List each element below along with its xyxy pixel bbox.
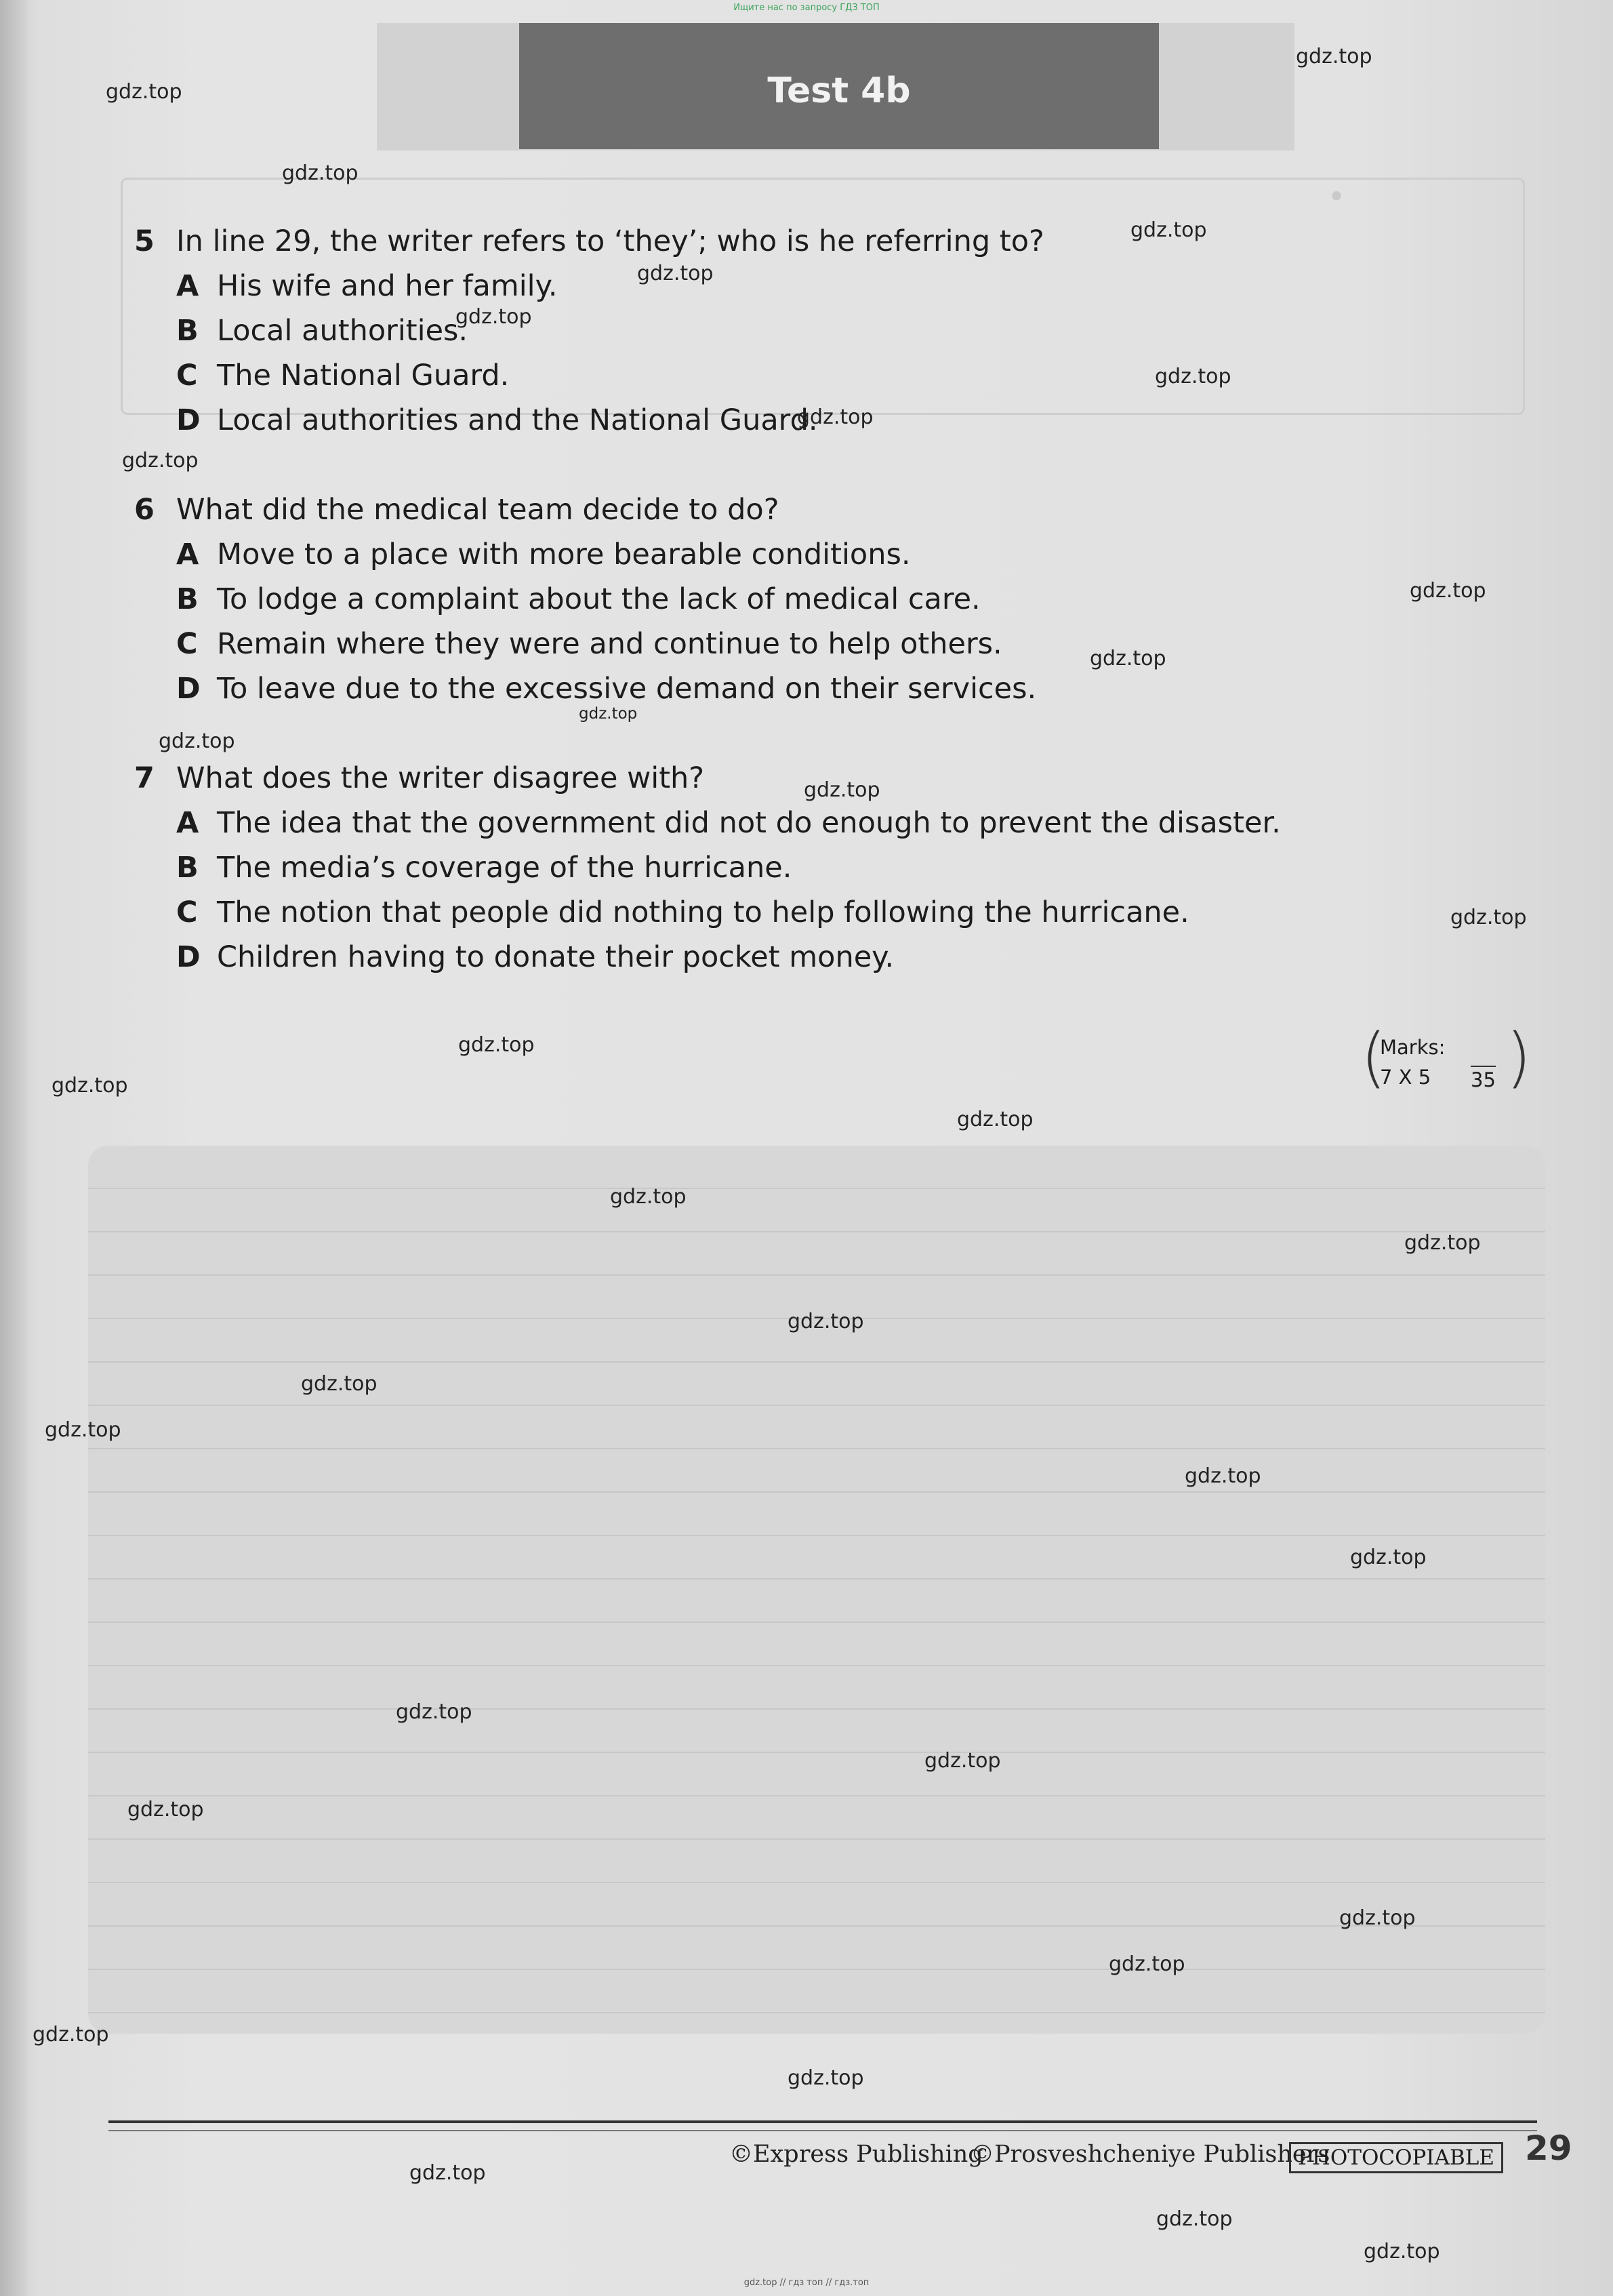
question-number: 6 [134, 493, 155, 527]
watermark: gdz.top [122, 449, 199, 472]
top-note: Ищите нас по запросу ГДЗ ТОП [733, 3, 880, 13]
question-7 [134, 759, 704, 797]
option-7a: A The idea that the government did not do enough to prevent the disaster. [176, 806, 1281, 840]
option-5a: A His wife and her family. [176, 269, 558, 303]
marks-label: Marks: [1380, 1036, 1446, 1059]
marks-total: 35 [1471, 1066, 1496, 1091]
watermark: gdz.top [1109, 1952, 1185, 1976]
option-7d: D Children having to donate their pocket money. [176, 940, 895, 974]
watermark: gdz.top [1350, 1546, 1427, 1569]
marks-calc: 7 X 5 [1380, 1066, 1431, 1089]
watermark: gdz.top [957, 1108, 1034, 1131]
watermark: gdz.top [924, 1749, 1001, 1773]
watermark: gdz.top [1364, 2240, 1440, 2263]
bleed-through-text: • [1328, 182, 1345, 212]
watermark: gdz.top [1185, 1464, 1261, 1488]
watermark: gdz.top [804, 778, 880, 802]
option-7c: C The notion that people did nothing to help following the hurricane. [176, 895, 1189, 929]
marks-bracket-right: ) [1506, 1020, 1532, 1095]
question-number: 7 [134, 761, 155, 795]
marks-box [1361, 1020, 1532, 1095]
option-6a: A Move to a place with more bearable conditions. [176, 538, 911, 571]
publisher-prosveshcheniye: ©Prosveshcheniye Publishers [971, 2141, 1330, 2168]
bleed-through-lines [88, 1146, 1545, 2034]
test-title-bar [519, 23, 1159, 149]
option-6b: B To lodge a complaint about the lack of medical care. [176, 582, 981, 616]
watermark: gdz.top [396, 1700, 472, 1724]
page-number: 29 [1525, 2129, 1572, 2168]
question-text: In line 29, the writer refers to ‘they’; who is he referring to? [176, 224, 1044, 258]
watermark: gdz.top [1090, 647, 1166, 670]
page-edge-shadow [0, 0, 27, 2296]
watermark: gdz.top [301, 1372, 377, 1396]
option-7b: B The media’s coverage of the hurricane. [176, 851, 792, 885]
watermark: gdz.top [637, 262, 714, 285]
test-title: Test 4b [767, 71, 911, 111]
watermark: gdz.top [1339, 1906, 1416, 1930]
publisher-express: ©Express Publishing [729, 2141, 983, 2168]
bottom-note: gdz.top // гдз топ // гдз.топ [743, 2278, 870, 2288]
watermark: gdz.top [1450, 906, 1527, 929]
watermark: gdz.top [788, 2066, 864, 2090]
watermark: gdz.top [1156, 2207, 1233, 2231]
watermark: gdz.top [1155, 365, 1231, 388]
watermark: gdz.top [797, 405, 874, 429]
option-5d: D Local authorities and the National Guard. [176, 403, 818, 437]
watermark: gdz.top [1130, 218, 1207, 242]
watermark: gdz.top [45, 1418, 121, 1442]
option-6d: D To leave due to the excessive demand on their services. [176, 672, 1037, 706]
watermark: gdz.top [579, 705, 638, 723]
watermark: gdz.top [455, 305, 532, 329]
watermark: gdz.top [610, 1185, 687, 1209]
watermark: gdz.top [106, 80, 182, 104]
question-text: What did the medical team decide to do? [176, 493, 779, 527]
option-6c: C Remain where they were and continue to help others. [176, 627, 1002, 661]
watermark: gdz.top [127, 1798, 204, 1821]
footer-rule [108, 2120, 1537, 2123]
question-number: 5 [134, 224, 155, 258]
marks-bracket-left: ( [1361, 1020, 1387, 1095]
watermark: gdz.top [1404, 1231, 1481, 1255]
question-6 [134, 491, 779, 529]
option-5c: C The National Guard. [176, 359, 510, 392]
watermark: gdz.top [409, 2161, 486, 2185]
photocopiable-badge: PHOTOCOPIABLE [1289, 2142, 1503, 2173]
question-text: What does the writer disagree with? [176, 761, 705, 795]
watermark: gdz.top [52, 1074, 128, 1097]
watermark: gdz.top [282, 161, 359, 185]
watermark: gdz.top [33, 2023, 109, 2047]
watermark: gdz.top [1410, 579, 1486, 603]
question-5 [134, 222, 1044, 260]
watermark: gdz.top [1296, 45, 1372, 68]
option-5b: B Local authorities. [176, 314, 468, 348]
watermark: gdz.top [788, 1310, 864, 1333]
watermark: gdz.top [458, 1033, 535, 1057]
watermark: gdz.top [159, 729, 235, 753]
footer-rule-thin [108, 2130, 1537, 2131]
